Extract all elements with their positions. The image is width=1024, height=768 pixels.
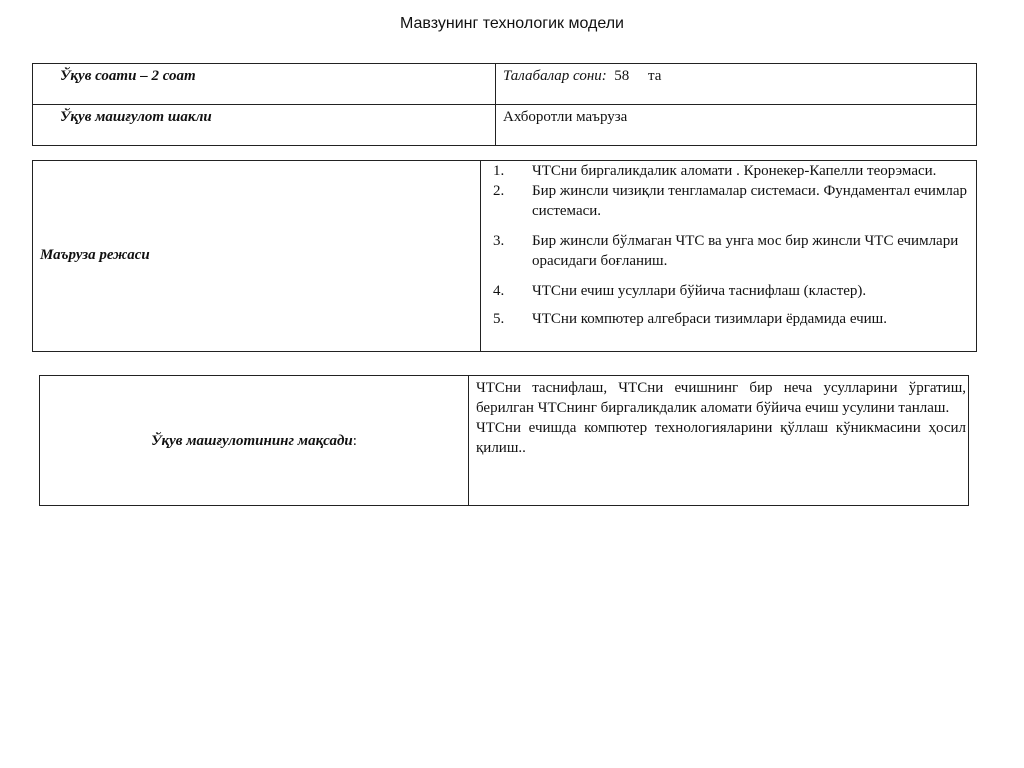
list-item: [493, 309, 970, 329]
list-item-number: 2.: [493, 183, 505, 199]
list-item-number: 5.: [493, 311, 505, 327]
goal-paragraph: ЧТСни таснифлаш, ЧТСни ечишнинг бир неча усулларини ўргатиш, берилган ЧТСнинг биргаликдалик аломати бўйича ечиш усулини танлаш.: [476, 380, 966, 416]
lecture-plan-list-cell: [481, 161, 977, 352]
list-item-text: ЧТСни ечиш усуллари бўйича таснифлаш (кластер).: [532, 283, 867, 299]
goal-label-cell: [40, 376, 469, 506]
goal-label: Ўқув машғулотининг мақсади: [151, 432, 353, 449]
goal-table: [39, 375, 969, 506]
list-item: [493, 281, 970, 301]
hours-label: Ўқув соати – 2 соат: [33, 64, 496, 105]
list-item: [493, 161, 970, 181]
page-title: Мавзунинг технологик модели: [399, 15, 624, 32]
list-item: [493, 231, 970, 271]
goal-paragraph: ЧТСни ечишда компютер технологияларини қўллаш кўникмасини ҳосил қилиш..: [476, 420, 966, 456]
info-table: [32, 63, 977, 146]
list-item: [493, 181, 970, 221]
list-item-number: 3.: [493, 233, 505, 249]
form-label: Ўқув машғулот шакли: [33, 105, 496, 146]
lecture-plan-table: [32, 160, 977, 352]
info-row-hours: [33, 64, 977, 105]
list-item-text: Бир жинсли чизиқли тенгламалар системаси. Фундаментал ечимлар системаси.: [532, 183, 968, 219]
list-item-text: ЧТСни компютер алгебраси тизимлари ёрдамида ечиш.: [532, 311, 887, 327]
list-item-number: 4.: [493, 283, 505, 299]
list-item-text: ЧТСни биргаликдалик аломати . Кронекер-Капелли теорэмаси.: [532, 163, 937, 179]
lecture-plan-list: [493, 161, 970, 329]
students-label: Талабалар сони:: [503, 68, 607, 84]
form-value: Ахборотли маъруза: [496, 105, 977, 146]
goal-text-cell: [469, 376, 969, 506]
lecture-plan-label: Маъруза режаси: [33, 161, 481, 352]
goal-label-colon: :: [352, 432, 357, 449]
students-unit: та: [648, 68, 662, 84]
list-item-number: 1.: [493, 163, 505, 179]
list-item-text: Бир жинсли бўлмаган ЧТС ва унга мос бир жинсли ЧТС ечимлари орасидаги боғланиш.: [532, 233, 959, 269]
info-row-form: [33, 105, 977, 146]
students-count: 58: [614, 68, 630, 84]
students-cell: [496, 64, 977, 105]
